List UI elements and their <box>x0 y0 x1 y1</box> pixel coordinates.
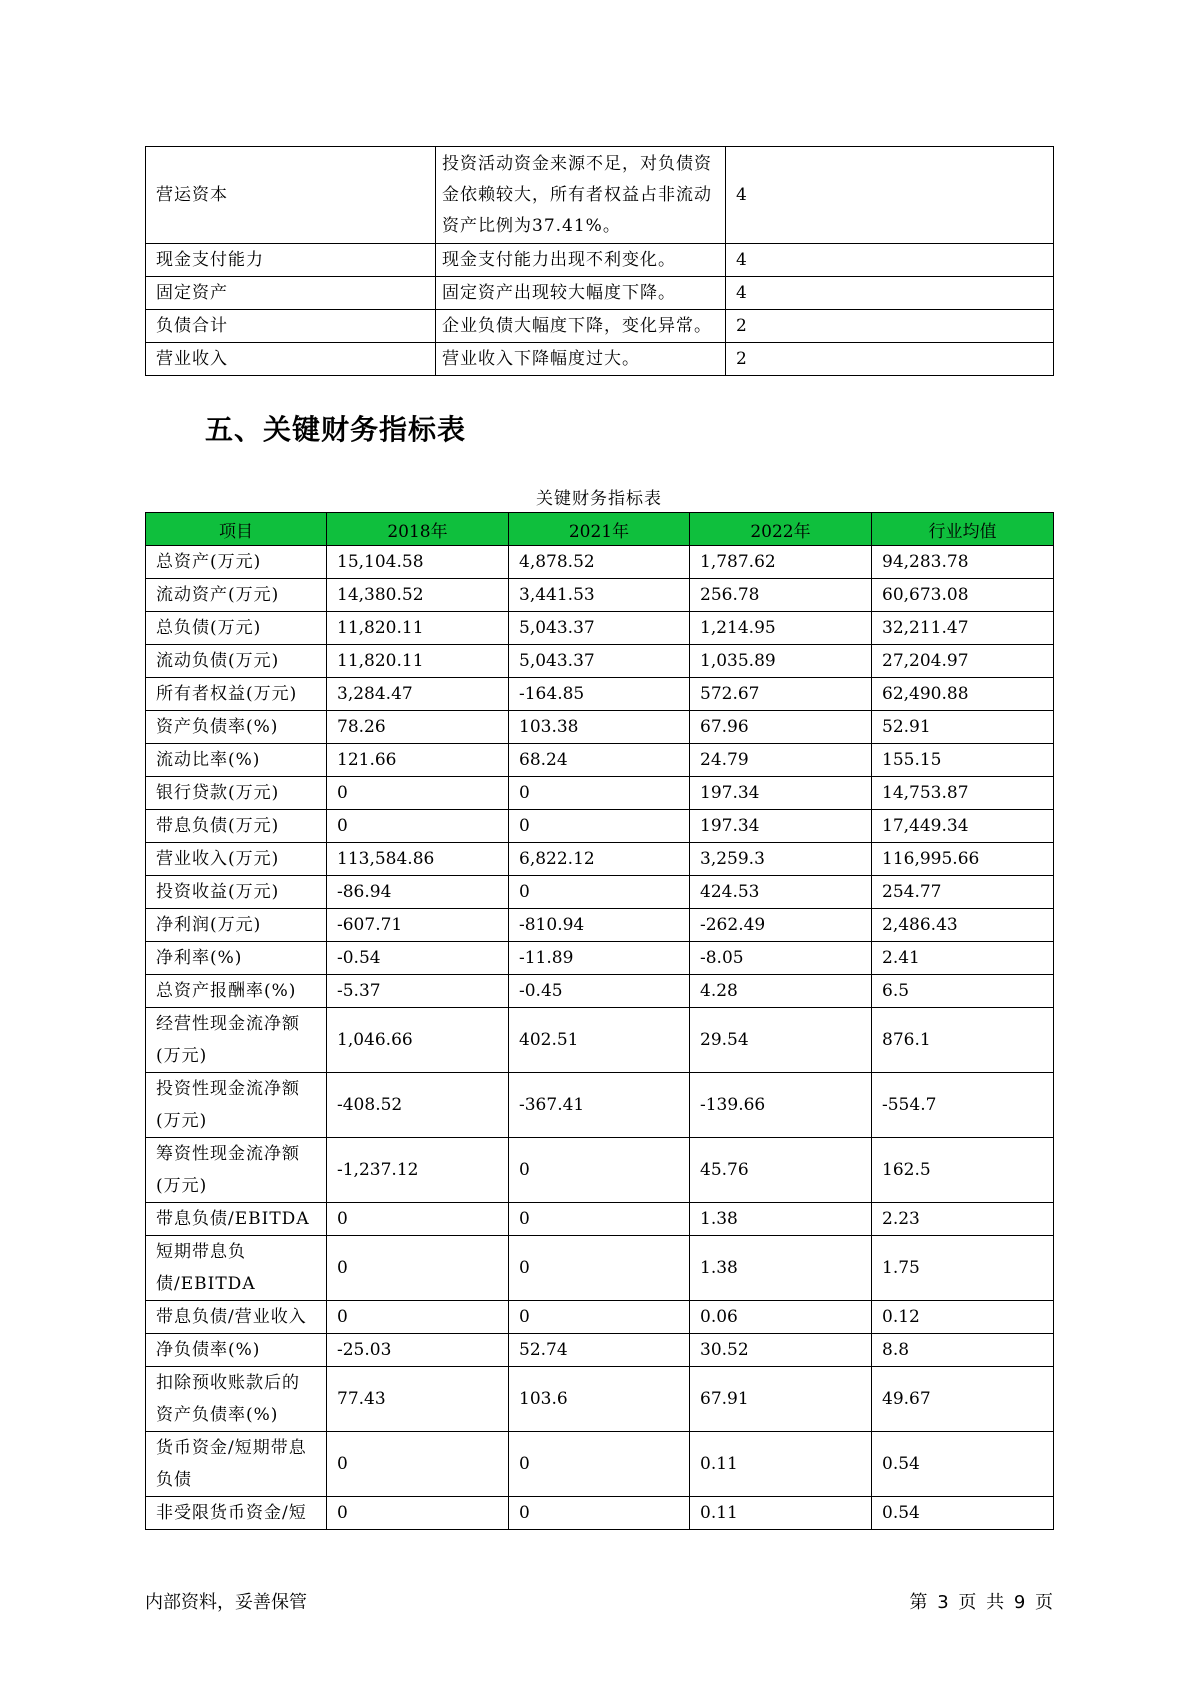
risk-item: 固定资产 <box>146 277 436 310</box>
risk-score: 4 <box>726 277 1054 310</box>
table-header <box>146 513 1054 546</box>
value-2018: 0 <box>327 1497 509 1530</box>
value-2021: 3,441.53 <box>509 579 690 612</box>
risk-item: 营业收入 <box>146 343 436 376</box>
value-2022: 0.11 <box>690 1432 872 1497</box>
value-2021: 0 <box>509 1236 690 1301</box>
value-2018: 121.66 <box>327 744 509 777</box>
value-2018: 0 <box>327 1432 509 1497</box>
header-cell-2018: 2018年 <box>327 513 509 546</box>
risk-desc: 投资活动资金来源不足，对负债资金依赖较大，所有者权益占非流动资产比例为37.41%。 <box>436 147 726 244</box>
table-row <box>146 1301 1054 1334</box>
value-2022: 24.79 <box>690 744 872 777</box>
row-label: 资产负债率(%) <box>146 711 327 744</box>
value-2018: 3,284.47 <box>327 678 509 711</box>
value-2018: 15,104.58 <box>327 546 509 579</box>
row-label: 筹资性现金流净额(万元) <box>146 1138 327 1203</box>
row-label: 带息负债(万元) <box>146 810 327 843</box>
value-industry-avg: 876.1 <box>872 1008 1054 1073</box>
value-2022: 67.91 <box>690 1367 872 1432</box>
value-2018: 0 <box>327 777 509 810</box>
value-2022: 67.96 <box>690 711 872 744</box>
table-row <box>146 645 1054 678</box>
value-2021: 6,822.12 <box>509 843 690 876</box>
row-label: 净利润(万元) <box>146 909 327 942</box>
row-label: 净利率(%) <box>146 942 327 975</box>
row-label: 非受限货币资金/短 <box>146 1497 327 1530</box>
value-2022: 1.38 <box>690 1236 872 1301</box>
value-2021: 52.74 <box>509 1334 690 1367</box>
value-industry-avg: 162.5 <box>872 1138 1054 1203</box>
value-2018: 113,584.86 <box>327 843 509 876</box>
value-2022: 1,214.95 <box>690 612 872 645</box>
value-industry-avg: 17,449.34 <box>872 810 1054 843</box>
value-industry-avg: 14,753.87 <box>872 777 1054 810</box>
table-row <box>146 1138 1054 1203</box>
value-industry-avg: 8.8 <box>872 1334 1054 1367</box>
value-2018: -5.37 <box>327 975 509 1008</box>
row-label: 净负债率(%) <box>146 1334 327 1367</box>
value-industry-avg: 0.12 <box>872 1301 1054 1334</box>
value-2022: -8.05 <box>690 942 872 975</box>
value-2021: 5,043.37 <box>509 612 690 645</box>
value-2022: 45.76 <box>690 1138 872 1203</box>
table-row <box>146 277 1054 310</box>
table-body <box>146 546 1054 1530</box>
value-industry-avg: 27,204.97 <box>872 645 1054 678</box>
value-2022: 4.28 <box>690 975 872 1008</box>
value-2018: -0.54 <box>327 942 509 975</box>
value-industry-avg: 94,283.78 <box>872 546 1054 579</box>
value-2018: 14,380.52 <box>327 579 509 612</box>
value-industry-avg: 6.5 <box>872 975 1054 1008</box>
value-industry-avg: 49.67 <box>872 1367 1054 1432</box>
risk-item: 现金支付能力 <box>146 244 436 277</box>
row-label: 总负债(万元) <box>146 612 327 645</box>
risk-desc: 企业负债大幅度下降，变化异常。 <box>436 310 726 343</box>
value-2021: 0 <box>509 1301 690 1334</box>
value-industry-avg: 155.15 <box>872 744 1054 777</box>
row-label: 银行贷款(万元) <box>146 777 327 810</box>
risk-score: 2 <box>726 310 1054 343</box>
value-industry-avg: 1.75 <box>872 1236 1054 1301</box>
value-industry-avg: 116,995.66 <box>872 843 1054 876</box>
table-row <box>146 1432 1054 1497</box>
header-cell-item: 项目 <box>146 513 327 546</box>
value-2022: 572.67 <box>690 678 872 711</box>
value-2022: 30.52 <box>690 1334 872 1367</box>
value-2021: 0 <box>509 810 690 843</box>
value-industry-avg: 60,673.08 <box>872 579 1054 612</box>
value-2021: -0.45 <box>509 975 690 1008</box>
value-industry-avg: 2.23 <box>872 1203 1054 1236</box>
risk-table-body <box>146 147 1054 376</box>
value-2022: 0.06 <box>690 1301 872 1334</box>
value-2021: -164.85 <box>509 678 690 711</box>
row-label: 流动资产(万元) <box>146 579 327 612</box>
value-2018: 0 <box>327 1301 509 1334</box>
row-label: 流动负债(万元) <box>146 645 327 678</box>
header-cell-2021: 2021年 <box>509 513 690 546</box>
value-2022: 256.78 <box>690 579 872 612</box>
row-label: 投资收益(万元) <box>146 876 327 909</box>
table-row <box>146 678 1054 711</box>
value-2021: -810.94 <box>509 909 690 942</box>
risk-item: 营运资本 <box>146 147 436 244</box>
value-2022: 1.38 <box>690 1203 872 1236</box>
value-industry-avg: 62,490.88 <box>872 678 1054 711</box>
row-label: 总资产报酬率(%) <box>146 975 327 1008</box>
row-label: 总资产(万元) <box>146 546 327 579</box>
table-row <box>146 942 1054 975</box>
value-2018: 0 <box>327 1203 509 1236</box>
risk-item: 负债合计 <box>146 310 436 343</box>
table-row <box>146 1203 1054 1236</box>
row-label: 带息负债/营业收入 <box>146 1301 327 1334</box>
risk-desc: 营业收入下降幅度过大。 <box>436 343 726 376</box>
header-row <box>146 513 1054 546</box>
value-2022: 197.34 <box>690 810 872 843</box>
header-cell-industry-avg: 行业均值 <box>872 513 1054 546</box>
risk-score: 2 <box>726 343 1054 376</box>
table-row <box>146 909 1054 942</box>
value-industry-avg: 0.54 <box>872 1432 1054 1497</box>
table-row <box>146 744 1054 777</box>
table-row <box>146 1008 1054 1073</box>
value-2018: 11,820.11 <box>327 612 509 645</box>
value-2022: 1,787.62 <box>690 546 872 579</box>
risk-desc: 固定资产出现较大幅度下降。 <box>436 277 726 310</box>
value-2021: 402.51 <box>509 1008 690 1073</box>
value-2018: -607.71 <box>327 909 509 942</box>
risk-score: 4 <box>726 244 1054 277</box>
value-2021: 0 <box>509 1138 690 1203</box>
value-2021: 68.24 <box>509 744 690 777</box>
value-2018: 11,820.11 <box>327 645 509 678</box>
value-industry-avg: 254.77 <box>872 876 1054 909</box>
table-row <box>146 810 1054 843</box>
value-2018: 0 <box>327 810 509 843</box>
value-2018: 77.43 <box>327 1367 509 1432</box>
value-2021: 0 <box>509 1497 690 1530</box>
row-label: 所有者权益(万元) <box>146 678 327 711</box>
value-2018: 78.26 <box>327 711 509 744</box>
row-label: 扣除预收账款后的资产负债率(%) <box>146 1367 327 1432</box>
table-row <box>146 711 1054 744</box>
footer-confidential-note: 内部资料，妥善保管 <box>145 1592 307 1613</box>
table-row <box>146 612 1054 645</box>
key-indicators-table <box>145 512 1054 1530</box>
header-cell-2022: 2022年 <box>690 513 872 546</box>
value-2021: 0 <box>509 1432 690 1497</box>
value-industry-avg: 0.54 <box>872 1497 1054 1530</box>
value-2021: 0 <box>509 777 690 810</box>
row-label: 短期带息负债/EBITDA <box>146 1236 327 1301</box>
footer-page-number: 第 3 页 共 9 页 <box>909 1592 1053 1613</box>
table-row <box>146 546 1054 579</box>
risk-table <box>145 146 1054 376</box>
value-2021: 103.38 <box>509 711 690 744</box>
value-2018: 1,046.66 <box>327 1008 509 1073</box>
value-2022: 1,035.89 <box>690 645 872 678</box>
value-2018: -408.52 <box>327 1073 509 1138</box>
value-industry-avg: -554.7 <box>872 1073 1054 1138</box>
value-2021: 103.6 <box>509 1367 690 1432</box>
value-2022: -262.49 <box>690 909 872 942</box>
value-2018: -86.94 <box>327 876 509 909</box>
value-2021: -11.89 <box>509 942 690 975</box>
row-label: 经营性现金流净额(万元) <box>146 1008 327 1073</box>
table-row <box>146 777 1054 810</box>
value-2022: 197.34 <box>690 777 872 810</box>
value-2022: -139.66 <box>690 1073 872 1138</box>
risk-score: 4 <box>726 147 1054 244</box>
table-row <box>146 1367 1054 1432</box>
section-heading: 五、关键财务指标表 <box>205 413 467 446</box>
table-caption: 关键财务指标表 <box>536 489 662 509</box>
row-label: 带息负债/EBITDA <box>146 1203 327 1236</box>
value-2021: 0 <box>509 876 690 909</box>
table-row <box>146 843 1054 876</box>
value-2022: 0.11 <box>690 1497 872 1530</box>
table-row <box>146 343 1054 376</box>
value-industry-avg: 2.41 <box>872 942 1054 975</box>
value-2022: 424.53 <box>690 876 872 909</box>
row-label: 货币资金/短期带息负债 <box>146 1432 327 1497</box>
row-label: 流动比率(%) <box>146 744 327 777</box>
table-row <box>146 579 1054 612</box>
table-row <box>146 1236 1054 1301</box>
value-2018: 0 <box>327 1236 509 1301</box>
table-row <box>146 876 1054 909</box>
table-row <box>146 310 1054 343</box>
value-industry-avg: 32,211.47 <box>872 612 1054 645</box>
value-2018: -1,237.12 <box>327 1138 509 1203</box>
value-industry-avg: 52.91 <box>872 711 1054 744</box>
value-2022: 29.54 <box>690 1008 872 1073</box>
value-2018: -25.03 <box>327 1334 509 1367</box>
value-industry-avg: 2,486.43 <box>872 909 1054 942</box>
table-row <box>146 1497 1054 1530</box>
table-row <box>146 1073 1054 1138</box>
value-2021: 0 <box>509 1203 690 1236</box>
table-row <box>146 1334 1054 1367</box>
table-row <box>146 975 1054 1008</box>
table-row <box>146 244 1054 277</box>
risk-desc: 现金支付能力出现不利变化。 <box>436 244 726 277</box>
value-2021: -367.41 <box>509 1073 690 1138</box>
value-2022: 3,259.3 <box>690 843 872 876</box>
value-2021: 4,878.52 <box>509 546 690 579</box>
row-label: 投资性现金流净额(万元) <box>146 1073 327 1138</box>
row-label: 营业收入(万元) <box>146 843 327 876</box>
value-2021: 5,043.37 <box>509 645 690 678</box>
table-row <box>146 147 1054 244</box>
